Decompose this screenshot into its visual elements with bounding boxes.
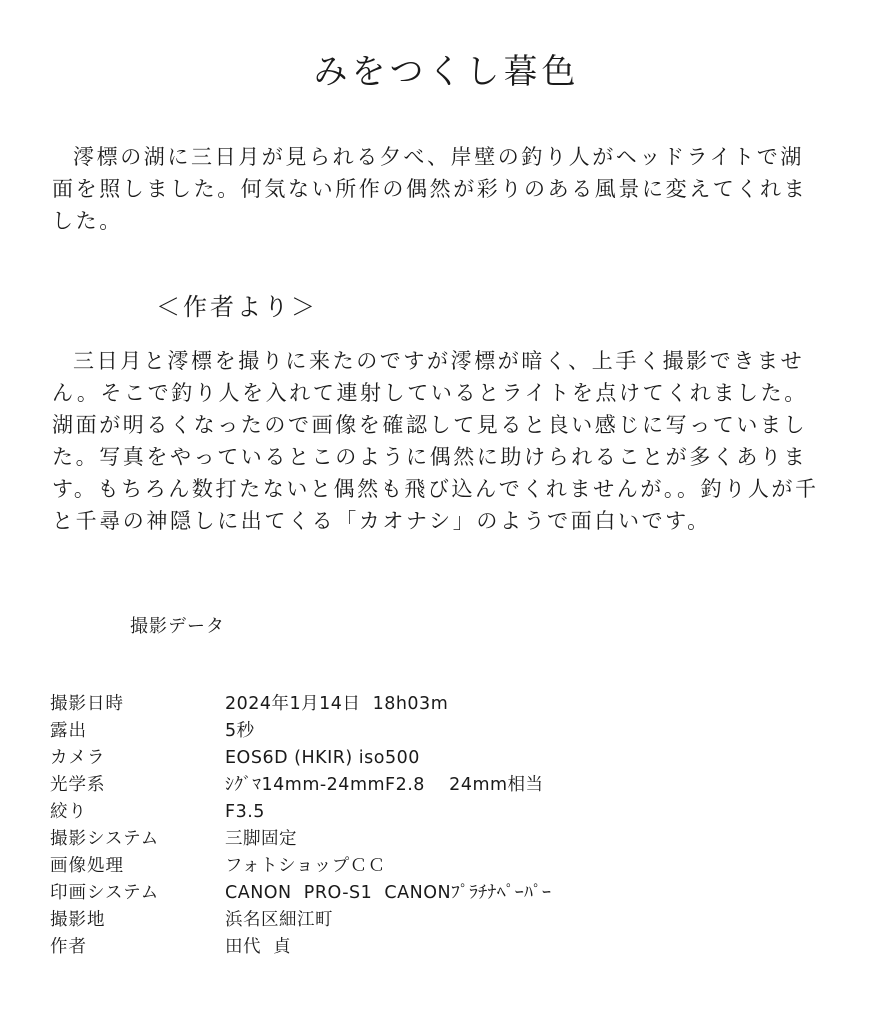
data-value: 5秒 [225,721,255,741]
data-value: 浜名区細江町 [225,910,333,930]
data-label: 印画システム [50,883,160,903]
data-value: ｼｸﾞﾏ14mm-24mmF2.8 24mm相当 [225,775,544,795]
data-value: F3.5 [225,802,265,822]
data-label: カメラ [50,748,106,768]
data-row-printing [50,880,830,907]
data-label: 画像処理 [50,856,124,876]
data-label: 露出 [50,721,87,741]
data-value: 2024年1月14日 18h03m [225,694,449,714]
data-row-exposure [50,718,830,745]
data-row-date [50,691,830,718]
data-label: 撮影日時 [50,694,124,714]
data-label: 作者 [50,937,87,957]
data-row-aperture [50,799,830,826]
data-value: CANON PRO-S1 CANONﾌﾟﾗﾁﾅﾍﾟｰﾊﾟｰ [225,883,552,903]
shooting-data-table [50,691,830,961]
intro-paragraph: 澪標の湖に三日月が見られる夕べ、岸壁の釣り人がヘッドライトで湖面を照しました。何気ない所作の偶然が彩りのある風景に変えてくれました。 [52,145,808,233]
data-value: EOS6D (HKIR) iso500 [225,748,420,768]
data-row-processing [50,853,830,880]
data-label: 光学系 [50,775,106,795]
data-row-camera [50,745,830,772]
data-label: 絞り [50,802,87,822]
author-heading: ＜作者より＞ [156,293,318,321]
data-row-location [50,907,830,934]
data-value: 田代 貞 [225,937,292,957]
data-row-system [50,826,830,853]
data-label: 撮影地 [50,910,106,930]
shooting-data-heading: 撮影データ [130,616,225,637]
document-title: みをつくし暮色 [313,52,580,92]
data-value: フォトショップＣＣ [225,856,386,876]
data-value: 三脚固定 [225,829,297,849]
author-paragraph: 三日月と澪標を撮りに来たのですが澪標が暗く、上手く撮影できません。そこで釣り人を入れて連射しているとライトを点けてくれました。湖面が明るくなったので画像を確認して見ると良い感じに写っていました。写真をやっているとこのように偶然に助けられることが多くあります。もちろん数打たないと偶然も飛び込んでくれませんが。。釣り人が千と千尋の神隠しに出てくる「カオナシ」のようで面白いです。 [52,349,819,533]
data-label: 撮影システム [50,829,160,849]
data-row-author [50,934,830,961]
data-row-optics [50,772,830,799]
